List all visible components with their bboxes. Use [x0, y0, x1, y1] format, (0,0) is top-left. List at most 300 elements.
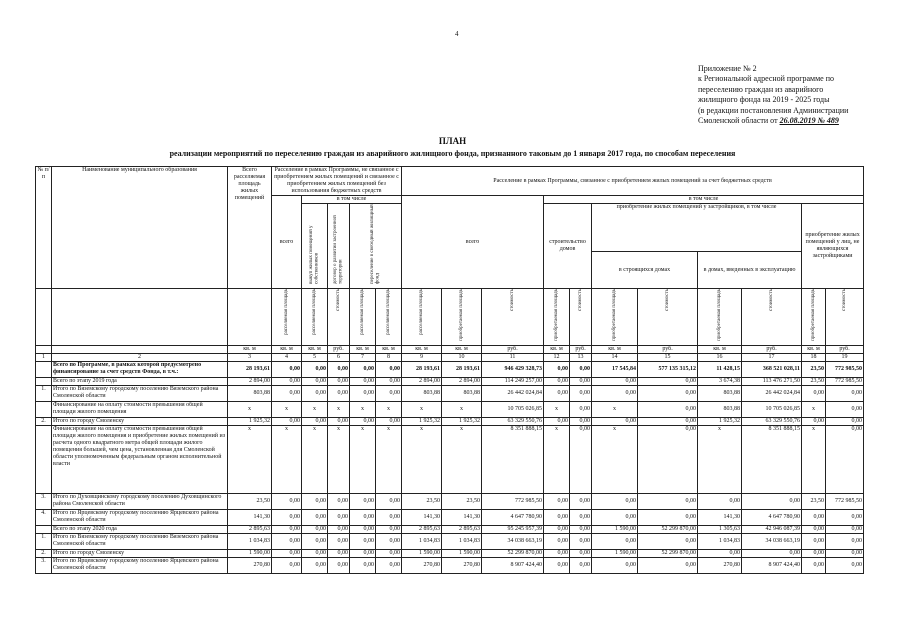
header-construction: строительство домов — [544, 204, 592, 289]
row-value: 0,00 — [272, 418, 302, 426]
row-value: 1 034,83 — [228, 534, 272, 550]
row-value: 803,88 — [698, 386, 742, 402]
row-value: 0,00 — [328, 378, 350, 386]
row-value: x — [350, 426, 376, 494]
row-value: 0,00 — [570, 378, 592, 386]
row-value: 2 895,63 — [228, 526, 272, 534]
row-value: 0,00 — [544, 494, 570, 510]
header-purchase-nonbuilders: приобретение жилых помещений у лиц, не являющихся застройщиками — [802, 204, 864, 289]
row-value: 0,00 — [350, 494, 376, 510]
header-purchase-builders: приобретение жилых помещений у застройщиков, в том числе — [592, 204, 802, 252]
row-value: 0,00 — [302, 550, 328, 558]
row-value: 0,00 — [638, 494, 698, 510]
sub-resettled-area-text: расселяемая площадь — [311, 289, 317, 335]
row-value: 0,00 — [826, 510, 864, 526]
unit-cell: руб. — [826, 346, 864, 354]
page-number: 4 — [455, 30, 459, 38]
header-name: Наименование муниципального образования — [52, 167, 228, 289]
table-row — [36, 418, 864, 426]
resettlement-plan-table — [35, 166, 864, 574]
sub-acquired-area-text: приобретаемая площадь — [810, 289, 816, 341]
sub-resettled-area — [272, 289, 302, 346]
row-value: x — [402, 426, 442, 494]
row-value: 0,00 — [272, 362, 302, 378]
row-number: 2. — [36, 550, 52, 558]
sub-acquired-area — [698, 289, 742, 346]
row-value: 0,00 — [328, 534, 350, 550]
column-number: 2 — [52, 354, 228, 362]
row-value: 0,00 — [544, 558, 570, 574]
row-value: 0,00 — [592, 418, 638, 426]
row-value: 1 034,83 — [402, 534, 442, 550]
row-value: 0,00 — [570, 526, 592, 534]
row-value: 772 985,50 — [482, 494, 544, 510]
column-number: 7 — [350, 354, 376, 362]
row-value: 946 429 328,73 — [482, 362, 544, 378]
header-subrow — [36, 289, 864, 346]
row-value: 1 034,83 — [698, 534, 742, 550]
row-value: 0,00 — [638, 558, 698, 574]
row-value: 23,50 — [402, 494, 442, 510]
row-value: 0,00 — [638, 418, 698, 426]
header-own-funds — [302, 204, 328, 289]
row-value: 0,00 — [328, 558, 350, 574]
row-value: 114 249 257,00 — [482, 378, 544, 386]
row-value: 1 034,83 — [442, 534, 482, 550]
row-value: 4 647 780,90 — [482, 510, 544, 526]
row-name: Итого по Ярцевскому городскому поселению Ярцевского района Смоленской области — [52, 558, 228, 574]
handwritten-date-number: 26.08.2019 № 489 — [779, 116, 839, 126]
row-name: Итого по Ярцевскому городскому поселению Ярцевского района Смоленской области — [52, 510, 228, 526]
row-value: 0,00 — [376, 526, 402, 534]
blank-cell — [36, 289, 52, 346]
unit-cell: руб. — [328, 346, 350, 354]
sub-cost — [638, 289, 698, 346]
column-number: 3 — [228, 354, 272, 362]
column-number: 13 — [570, 354, 592, 362]
row-value: x — [302, 426, 328, 494]
row-value: 0,00 — [302, 418, 328, 426]
row-value: 0,00 — [570, 402, 592, 418]
row-value: 0,00 — [802, 386, 826, 402]
header-including: в том числе — [544, 196, 864, 204]
appendix-line: Приложение № 2 — [698, 64, 757, 73]
row-value: 26 442 024,84 — [482, 386, 544, 402]
sub-resettled-area-text: расселяемая площадь — [418, 289, 424, 335]
row-value: 0,00 — [802, 510, 826, 526]
row-value: 270,80 — [442, 558, 482, 574]
row-value: x — [442, 426, 482, 494]
unit-cell: руб. — [742, 346, 802, 354]
row-value: 0,00 — [570, 426, 592, 494]
row-value: 0,00 — [592, 558, 638, 574]
row-value: 0,00 — [350, 418, 376, 426]
column-number: 10 — [442, 354, 482, 362]
row-value: 23,50 — [802, 362, 826, 378]
row-value: 0,00 — [350, 526, 376, 534]
row-value: 270,80 — [228, 558, 272, 574]
unit-cell: кв. м — [302, 346, 328, 354]
unit-cell: кв. м — [402, 346, 442, 354]
row-value: 0,00 — [826, 418, 864, 426]
sub-cost-text: стоимость — [768, 289, 774, 311]
column-number: 17 — [742, 354, 802, 362]
row-value: 0,00 — [544, 362, 570, 378]
row-name: Финансирование на оплату стоимости превышения общей площади жилого помещения — [52, 402, 228, 418]
table-row — [36, 402, 864, 418]
sub-cost — [742, 289, 802, 346]
row-value: 368 521 028,11 — [742, 362, 802, 378]
row-value: 0,00 — [826, 386, 864, 402]
row-value: 0,00 — [592, 386, 638, 402]
row-value: x — [328, 426, 350, 494]
row-value: 0,00 — [570, 510, 592, 526]
sub-acquired-area — [544, 289, 570, 346]
appendix-line: к Региональной адресной программе по — [698, 74, 835, 84]
row-name: Всего по этапу 2019 года — [52, 378, 228, 386]
row-value: 0,00 — [350, 510, 376, 526]
row-value: 0,00 — [742, 494, 802, 510]
header-total: всего — [402, 196, 544, 289]
row-value: 8 351 888,15 — [742, 426, 802, 494]
sub-resettled-area-text: расселяемая площадь — [283, 289, 289, 335]
row-value: 0,00 — [350, 362, 376, 378]
row-value: 8 351 888,15 — [482, 426, 544, 494]
row-value: 0,00 — [272, 526, 302, 534]
row-value: 4 647 780,90 — [742, 510, 802, 526]
table-row — [36, 378, 864, 386]
units-row — [36, 346, 864, 354]
row-value: 1 590,00 — [442, 550, 482, 558]
sub-acquired-area-text: приобретаемая площадь — [716, 289, 722, 341]
row-value: 0,00 — [826, 402, 864, 418]
row-value: x — [544, 426, 570, 494]
row-value: 141,30 — [228, 510, 272, 526]
unit-cell: кв. м — [272, 346, 302, 354]
row-value: 23,50 — [802, 378, 826, 386]
row-name: Итого по городу Смоленску — [52, 550, 228, 558]
row-value: 23,50 — [802, 494, 826, 510]
row-name: Всего по этапу 2020 года — [52, 526, 228, 534]
row-value: 0,00 — [698, 550, 742, 558]
table-row — [36, 526, 864, 534]
row-value: x — [228, 426, 272, 494]
row-value: 141,30 — [698, 510, 742, 526]
row-value: 0,00 — [328, 418, 350, 426]
row-number — [36, 402, 52, 418]
row-value: 0,00 — [802, 550, 826, 558]
row-value: x — [350, 402, 376, 418]
row-value: 0,00 — [272, 494, 302, 510]
row-value: 1 590,00 — [228, 550, 272, 558]
row-value: 0,00 — [570, 386, 592, 402]
row-number: 3. — [36, 558, 52, 574]
unit-cell: кв. м — [592, 346, 638, 354]
row-value: 577 135 315,12 — [638, 362, 698, 378]
row-value: 0,00 — [272, 558, 302, 574]
row-value: 0,00 — [302, 494, 328, 510]
row-value: 0,00 — [544, 386, 570, 402]
row-value: 2 895,63 — [402, 526, 442, 534]
row-value: 28 193,61 — [228, 362, 272, 378]
row-value: 0,00 — [328, 526, 350, 534]
row-value: 0,00 — [826, 558, 864, 574]
sub-cost — [570, 289, 592, 346]
row-value: x — [802, 402, 826, 418]
row-value: 0,00 — [272, 550, 302, 558]
row-value: 0,00 — [376, 378, 402, 386]
row-value: 0,00 — [328, 510, 350, 526]
table-body — [36, 167, 864, 574]
row-name: Всего по Программе, в рамках которой предусмотрено финансирование за счет средств Фонда, в т.ч.: — [52, 362, 228, 378]
unit-cell: руб. — [638, 346, 698, 354]
row-number: 1. — [36, 534, 52, 550]
row-value: 2 895,63 — [442, 526, 482, 534]
sub-cost-text: стоимость — [577, 289, 583, 311]
appendix-line: переселению граждан из аварийного — [698, 84, 824, 94]
row-value: 52 299 870,00 — [482, 550, 544, 558]
header-relocation-text: переселение в свободный жилищный фонд — [370, 204, 381, 284]
unit-cell: кв. м — [698, 346, 742, 354]
row-value: 0,00 — [544, 378, 570, 386]
sub-resettled-area — [302, 289, 328, 346]
blank-cell — [228, 289, 272, 346]
row-value: 1 590,00 — [592, 550, 638, 558]
row-value: 34 038 663,19 — [482, 534, 544, 550]
column-number: 19 — [826, 354, 864, 362]
sub-acquired-area — [592, 289, 638, 346]
header-resettle-unrelated: Расселение в рамках Программы, не связанное с приобретением жилых помещений и связанное с приобретением жилых помещений без использования бюджетных средств — [272, 167, 402, 196]
column-number: 16 — [698, 354, 742, 362]
row-value: 141,30 — [442, 510, 482, 526]
row-value: 0,00 — [544, 526, 570, 534]
row-value: 0,00 — [376, 386, 402, 402]
row-value: x — [402, 402, 442, 418]
row-value: 0,00 — [544, 510, 570, 526]
row-value: 42 946 087,39 — [742, 526, 802, 534]
row-value: 0,00 — [272, 378, 302, 386]
row-value: 23,50 — [228, 494, 272, 510]
row-value: 1 590,00 — [402, 550, 442, 558]
row-value: 772 985,50 — [826, 494, 864, 510]
unit-cell: руб. — [570, 346, 592, 354]
row-value: 803,88 — [228, 386, 272, 402]
row-value: 0,00 — [544, 550, 570, 558]
row-value: 803,88 — [442, 386, 482, 402]
row-value: 28 193,61 — [402, 362, 442, 378]
row-value: 0,00 — [272, 386, 302, 402]
row-number: 2. — [36, 418, 52, 426]
row-value: 0,00 — [570, 418, 592, 426]
column-number: 18 — [802, 354, 826, 362]
row-value: 0,00 — [638, 378, 698, 386]
row-value: x — [592, 426, 638, 494]
column-number: 1 — [36, 354, 52, 362]
unit-cell: кв. м — [228, 346, 272, 354]
header-contract — [328, 204, 350, 289]
row-name: Итого по Вяземскому городскому поселению Вяземского района Смоленской области — [52, 534, 228, 550]
unit-cell: кв. м — [350, 346, 376, 354]
row-value: 0,00 — [638, 426, 698, 494]
sub-acquired-area-text: приобретаемая площадь — [611, 289, 617, 341]
row-value: x — [376, 402, 402, 418]
row-value: 10 705 026,85 — [482, 402, 544, 418]
header-own-funds-text: выкуп жилых помещений у собственников — [309, 225, 320, 284]
row-value: 0,00 — [376, 558, 402, 574]
row-value: 1 305,63 — [698, 526, 742, 534]
row-value: 0,00 — [570, 558, 592, 574]
row-value: 0,00 — [742, 550, 802, 558]
blank-cell — [52, 346, 228, 354]
row-value: 23,50 — [442, 494, 482, 510]
column-number: 12 — [544, 354, 570, 362]
row-value: 0,00 — [826, 550, 864, 558]
row-value: 2 894,00 — [228, 378, 272, 386]
row-value: 0,00 — [592, 494, 638, 510]
row-value: 0,00 — [376, 494, 402, 510]
row-value: 34 038 663,19 — [742, 534, 802, 550]
column-number-row — [36, 354, 864, 362]
row-value: x — [376, 426, 402, 494]
table-row — [36, 386, 864, 402]
unit-cell: кв. м — [442, 346, 482, 354]
row-value: x — [592, 402, 638, 418]
row-value: 0,00 — [376, 362, 402, 378]
row-value: 3 674,38 — [698, 378, 742, 386]
row-value: 1 925,32 — [402, 418, 442, 426]
row-value: 26 442 024,84 — [742, 386, 802, 402]
blank-cell — [52, 289, 228, 346]
row-value: 0,00 — [544, 418, 570, 426]
row-value: x — [698, 426, 742, 494]
row-value: 0,00 — [302, 386, 328, 402]
appendix-line — [698, 116, 898, 126]
column-number: 9 — [402, 354, 442, 362]
row-name: Итого по Духовщинскому городскому поселению Духовщинского района Смоленской области — [52, 494, 228, 510]
row-value: 2 894,00 — [442, 378, 482, 386]
row-value: 0,00 — [350, 550, 376, 558]
row-value: 0,00 — [826, 534, 864, 550]
sub-cost-text: стоимость — [664, 289, 670, 311]
sub-cost — [482, 289, 544, 346]
row-value: 52 299 870,00 — [638, 550, 698, 558]
row-value: x — [228, 402, 272, 418]
sub-acquired-area — [802, 289, 826, 346]
row-value: 0,00 — [592, 510, 638, 526]
row-value: 0,00 — [826, 526, 864, 534]
row-number: 4. — [36, 510, 52, 526]
column-number: 4 — [272, 354, 302, 362]
row-value: 0,00 — [328, 362, 350, 378]
row-value: 270,80 — [698, 558, 742, 574]
row-value: 63 329 550,76 — [742, 418, 802, 426]
row-value: 0,00 — [302, 534, 328, 550]
table-row — [36, 510, 864, 526]
header-including: в том числе — [302, 196, 402, 204]
row-value: 0,00 — [592, 378, 638, 386]
unit-cell: кв. м — [802, 346, 826, 354]
column-number: 14 — [592, 354, 638, 362]
row-value: 0,00 — [638, 510, 698, 526]
row-value: 0,00 — [802, 558, 826, 574]
sub-cost-text: стоимость — [841, 289, 847, 311]
table-row — [36, 558, 864, 574]
row-value: 0,00 — [302, 362, 328, 378]
appendix-line: (в редакции постановления Администрации — [698, 105, 849, 115]
row-value: 0,00 — [328, 550, 350, 558]
row-value: 772 985,50 — [826, 362, 864, 378]
row-value: 0,00 — [302, 526, 328, 534]
table-row — [36, 362, 864, 378]
header-num: № п/п — [36, 167, 52, 289]
sub-resettled-area-text: расселяемая площадь — [385, 289, 391, 335]
appendix-line: жилищного фонда на 2019 - 2025 годы — [698, 95, 830, 105]
row-value: 0,00 — [570, 534, 592, 550]
row-value: 0,00 — [802, 534, 826, 550]
sub-acquired-area-text: приобретаемая площадь — [458, 289, 464, 341]
row-number — [36, 526, 52, 534]
row-number — [36, 426, 52, 494]
sub-cost-text: стоимость — [335, 289, 341, 311]
appendix-date-prefix: Смоленской области от — [698, 116, 778, 126]
column-number: 8 — [376, 354, 402, 362]
header-completed: в домах, введенных в эксплуатацию — [698, 252, 802, 289]
row-name: Итого по городу Смоленску — [52, 418, 228, 426]
row-value: x — [272, 402, 302, 418]
table-row — [36, 550, 864, 558]
row-value: 0,00 — [272, 534, 302, 550]
row-value: 0,00 — [350, 558, 376, 574]
sub-cost-text: стоимость — [509, 289, 515, 311]
blank-cell — [36, 346, 52, 354]
row-value: 17 545,84 — [592, 362, 638, 378]
row-value: 0,00 — [328, 494, 350, 510]
row-value: x — [802, 426, 826, 494]
row-value: 2 894,00 — [402, 378, 442, 386]
row-value: 0,00 — [376, 510, 402, 526]
row-number: 3. — [36, 494, 52, 510]
row-value: 1 590,00 — [592, 526, 638, 534]
sub-acquired-area — [442, 289, 482, 346]
row-value: 0,00 — [376, 550, 402, 558]
row-value: 803,88 — [402, 386, 442, 402]
sub-resettled-area — [402, 289, 442, 346]
row-value: 0,00 — [350, 534, 376, 550]
row-name: Итого по Вяземскому городскому поселению Вяземского района Смоленской области — [52, 386, 228, 402]
table-row — [36, 494, 864, 510]
row-value: 0,00 — [570, 550, 592, 558]
header-relocation — [350, 204, 402, 289]
row-value: 0,00 — [638, 402, 698, 418]
row-value: 8 907 424,40 — [742, 558, 802, 574]
row-value: 0,00 — [592, 534, 638, 550]
row-value: 0,00 — [376, 418, 402, 426]
row-value: 0,00 — [302, 558, 328, 574]
sub-acquired-area-text: приобретаемая площадь — [553, 289, 559, 341]
row-value: 141,30 — [402, 510, 442, 526]
row-value: x — [544, 402, 570, 418]
header-under-construction: в строящихся домах — [592, 252, 698, 289]
row-value: 772 985,50 — [826, 378, 864, 386]
row-value: 28 193,61 — [442, 362, 482, 378]
unit-cell: кв. м — [376, 346, 402, 354]
column-number: 11 — [482, 354, 544, 362]
row-value: 0,00 — [272, 510, 302, 526]
row-value: 0,00 — [638, 386, 698, 402]
header-resettle-program: Расселение в рамках Программы, связанное с приобретением жилых помещений за счет бюджетных средств — [402, 167, 864, 196]
row-value: 270,80 — [402, 558, 442, 574]
row-value: 0,00 — [802, 526, 826, 534]
